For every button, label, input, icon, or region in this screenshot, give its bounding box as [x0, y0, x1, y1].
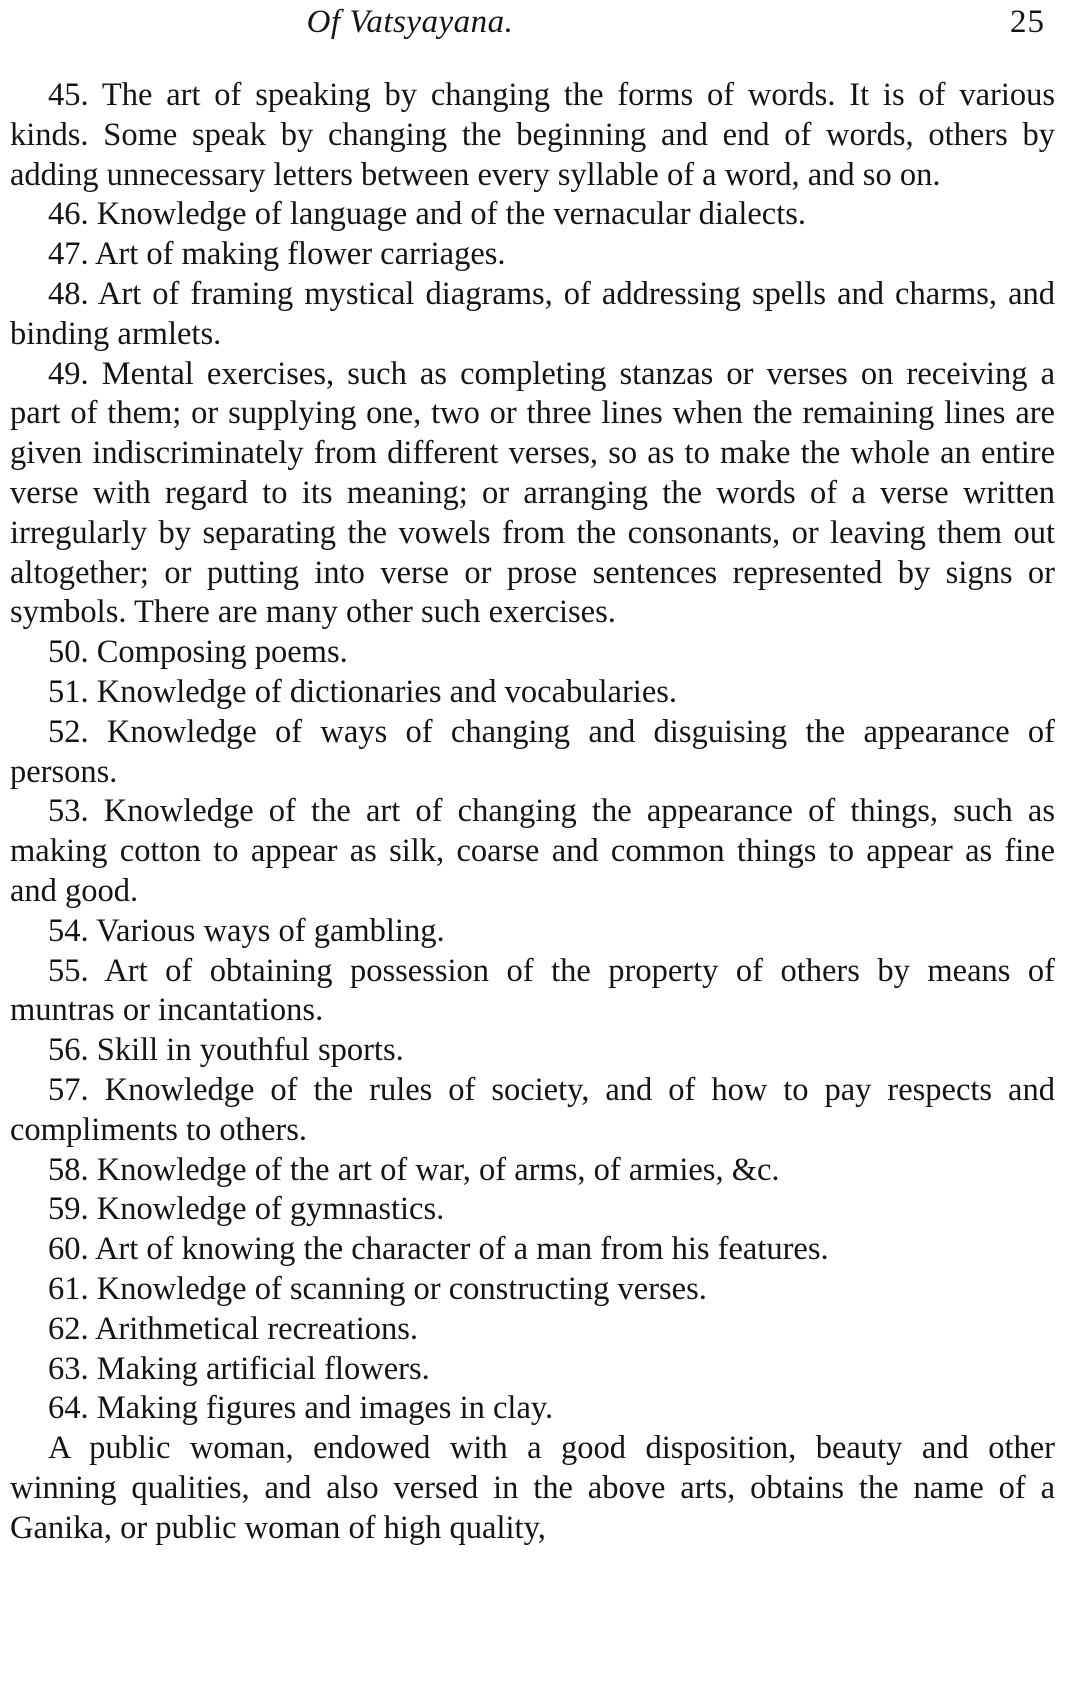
- list-item-50: 50. Composing poems.: [48, 634, 348, 671]
- list-item-48: 48. Art of framing mystical diagrams, of addressing spells and charms, and binding armlets.: [10, 275, 1055, 352]
- list-item-63: 63. Making artificial flowers.: [48, 1350, 430, 1387]
- list-item-46: 46. Knowledge of language and of the vernacular dialects.: [48, 196, 807, 233]
- list-item-58: 58. Knowledge of the art of war, of arms, of armies, &c.: [48, 1151, 780, 1188]
- list-item-53: 53. Knowledge of the art of changing the appearance of things, such as making cotton to appear as silk, coarse and common things to appear as fine and good.: [10, 793, 1055, 909]
- closing-paragraph: A public woman, endowed with a good disposition, beauty and other winning qualities, and also versed in the above arts, obtains the name of a Ganika, or public woman of high quality,: [10, 1430, 1055, 1546]
- running-title: Of Vatsyayana.: [306, 4, 514, 40]
- list-item-60: 60. Art of knowing the character of a man from his features.: [48, 1231, 829, 1268]
- list-item-56: 56. Skill in youthful sports.: [48, 1032, 404, 1069]
- list-item-55: 55. Art of obtaining possession of the property of others by means of muntras or incantations.: [10, 952, 1055, 1029]
- list-item-61: 61. Knowledge of scanning or constructing verses.: [48, 1270, 707, 1307]
- page-number: 25: [1010, 4, 1045, 40]
- body-text: [10, 76, 1055, 1548]
- list-item-47: 47. Art of making flower carriages.: [48, 236, 506, 273]
- list-item-64: 64. Making figures and images in clay.: [48, 1390, 554, 1427]
- list-item-62: 62. Arithmetical recreations.: [48, 1310, 419, 1347]
- page-header: [0, 2, 1065, 44]
- list-item-59: 59. Knowledge of gymnastics.: [48, 1191, 445, 1228]
- list-item-52: 52. Knowledge of ways of changing and disguising the appearance of persons.: [10, 713, 1055, 790]
- list-item-57: 57. Knowledge of the rules of society, and of how to pay respects and compliments to others.: [10, 1071, 1055, 1148]
- list-item-49: 49. Mental exercises, such as completing stanzas or verses on receiving a part of them; or supplying one, two or three lines when the remaining lines are given indiscriminately from different verses, so as to make the whole an entire verse with regard to its meaning; or arranging the words of a verse written irregularly by separating the vowels from the consonants, or leaving them out altogether; or putting into verse or prose sentences represented by signs or symbols. There are many other such exercises.: [10, 355, 1055, 631]
- list-item-51: 51. Knowledge of dictionaries and vocabularies.: [48, 673, 678, 710]
- list-item-45: 45. The art of speaking by changing the forms of words. It is of various kinds. Some speak by changing the beginning and end of words, others by adding unnecessary letters between every syllable of a word, and so on.: [10, 77, 1055, 193]
- list-item-54: 54. Various ways of gambling.: [48, 912, 445, 949]
